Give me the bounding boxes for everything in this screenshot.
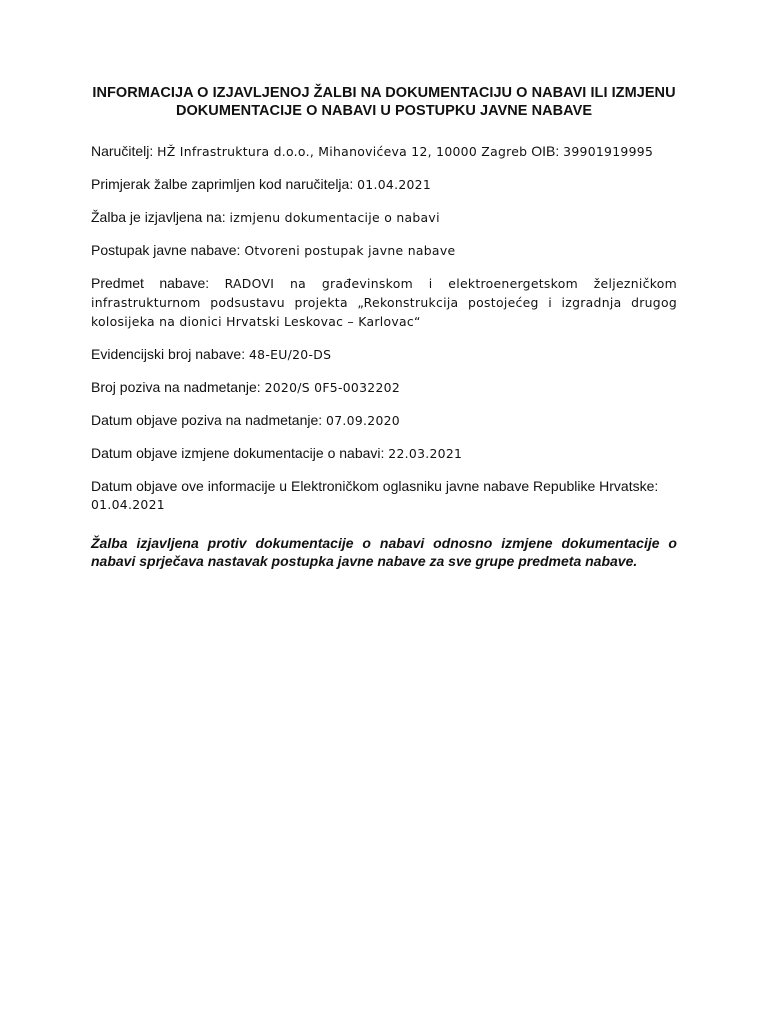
title-line-2: DOKUMENTACIJE O NABAVI U POSTUPKU JAVNE NABAVE bbox=[175, 103, 593, 119]
oib-label: OIB: bbox=[527, 143, 564, 159]
datum-poziva-value: 07.09.2020 bbox=[326, 413, 400, 428]
narucitelj-value: HŽ Infrastruktura d.o.o., Mihanovićeva 12, 10000 Zagreb bbox=[157, 144, 528, 159]
legal-statement: Žalba izjavljena protiv dokumentacije o nabavi odnosno izmjene dokumentacije o nabavi sprječava nastavak postupka javne nabave za sve grupe predmeta nabave. bbox=[91, 535, 677, 569]
primjerak-value: 01.04.2021 bbox=[357, 177, 432, 192]
zalba-na-value: izmjenu dokumentacije o nabavi bbox=[229, 210, 440, 225]
field-datum-poziva bbox=[91, 411, 677, 430]
datum-izmjene-label: Datum objave izmjene dokumentacije o nabavi: bbox=[91, 445, 389, 461]
field-datum-informacije bbox=[91, 477, 677, 514]
datum-informacije-value: 01.04.2021 bbox=[91, 497, 165, 512]
datum-informacije-label: Datum objave ove informacije u Elektroničkom oglasniku javne nabave Republike Hrvatske: bbox=[91, 478, 659, 494]
document-title bbox=[91, 84, 677, 120]
field-predmet bbox=[91, 274, 677, 331]
field-primjerak bbox=[91, 175, 677, 194]
field-zalba-na bbox=[91, 208, 677, 227]
document-page bbox=[91, 84, 677, 570]
field-broj-poziva bbox=[91, 378, 677, 397]
evidencijski-value: 48-EU/20-DS bbox=[248, 347, 332, 362]
postupak-value: Otvoreni postupak javne nabave bbox=[244, 243, 456, 258]
oib-value: 39901919995 bbox=[563, 144, 654, 159]
field-evidencijski bbox=[91, 345, 677, 364]
predmet-label: Predmet nabave: bbox=[91, 275, 225, 291]
field-postupak bbox=[91, 241, 677, 260]
primjerak-label: Primjerak žalbe zaprimljen kod naručitelja: bbox=[91, 176, 358, 192]
predmet-value: RADOVI na građevinskom i elektroenergetskom željezničkom infrastrukturnom podsustavu projekta „Rekonstrukcija postojećeg i izgradnja drugog kolosijeka na dionici Hrvatski Leskovac – Karlovac“ bbox=[91, 276, 677, 329]
field-narucitelj bbox=[91, 142, 677, 161]
narucitelj-label: Naručitelj: bbox=[91, 143, 158, 159]
evidencijski-label: Evidencijski broj nabave: bbox=[91, 346, 249, 362]
broj-poziva-value: 2020/S 0F5-0032202 bbox=[264, 380, 401, 395]
datum-poziva-label: Datum objave poziva na nadmetanje: bbox=[91, 412, 327, 428]
title-line-1: INFORMACIJA O IZJAVLJENOJ ŽALBI NA DOKUMENTACIJU O NABAVI ILI IZMJENU bbox=[92, 85, 676, 101]
field-datum-izmjene bbox=[91, 444, 677, 463]
datum-izmjene-value: 22.03.2021 bbox=[388, 446, 463, 461]
zalba-na-label: Žalba je izjavljena na: bbox=[91, 209, 230, 225]
postupak-label: Postupak javne nabave: bbox=[91, 242, 245, 258]
broj-poziva-label: Broj poziva na nadmetanje: bbox=[91, 379, 265, 395]
